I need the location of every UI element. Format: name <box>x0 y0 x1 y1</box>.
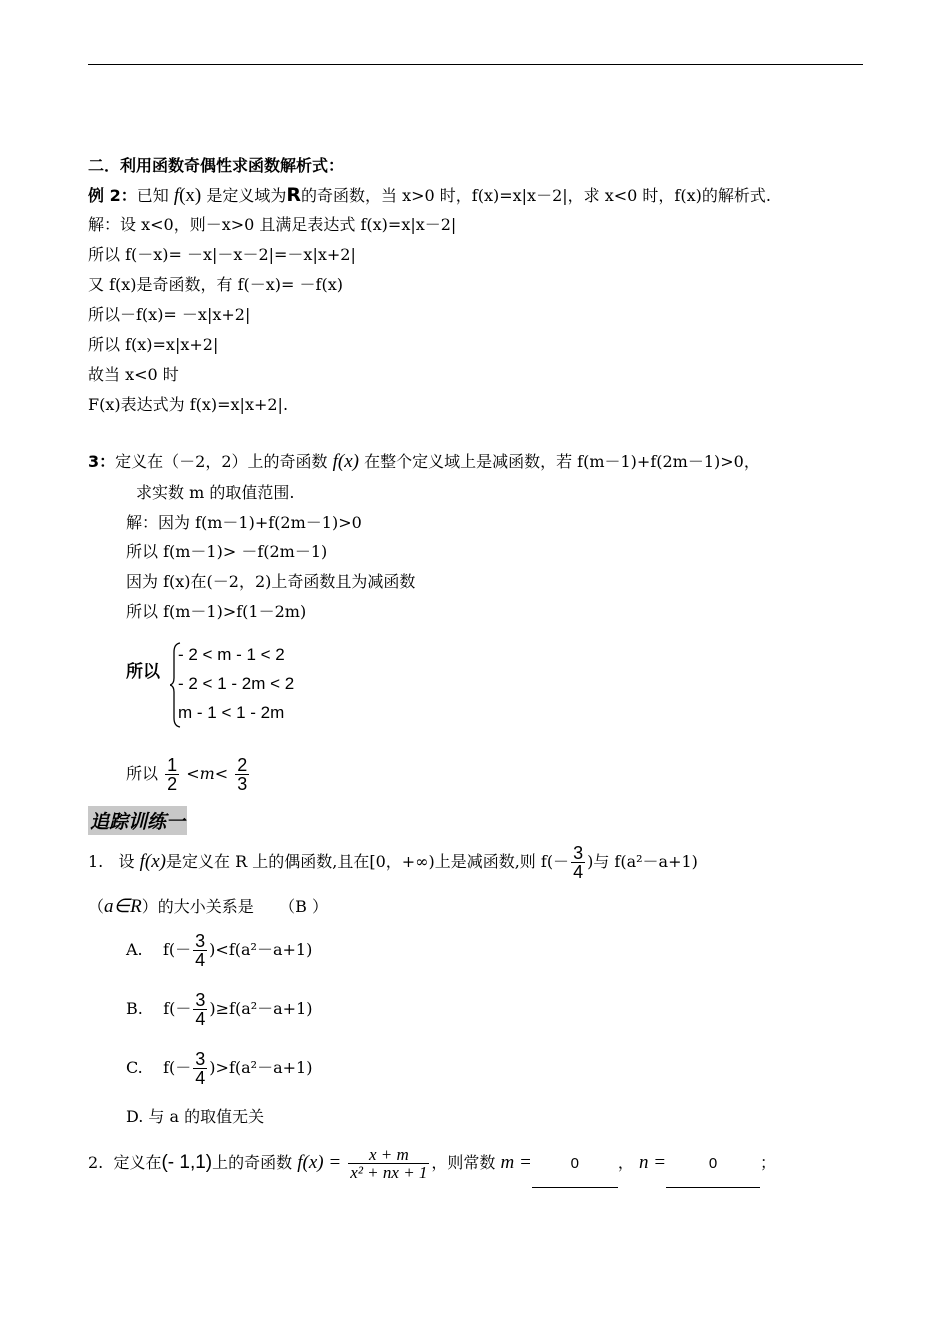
solution-line: 所以－f(x)= －x|x+2| <box>88 305 251 324</box>
problem-1: 1. 设 f(x)是定义在 R 上的偶函数,且在[0，+∞)上是减函数,则 f(－ $\frac{3}{4}$ )与 f(a²－a+1) <box>88 843 698 882</box>
solution-line: 所以 f(－x)= －x|－x－2|=－x|x+2| <box>88 245 356 264</box>
option-b: B. f(－ $\frac{3}{4}$ )≥f(a²－a+1) <box>126 990 313 1029</box>
option-a: A. f(－ $\frac{3}{4}$ )<f(a²－a+1) <box>126 931 313 970</box>
fraction: $\frac{2}{3}$ <box>237 755 248 794</box>
option-c: C. f(－ $\frac{3}{4}$ )>f(a²－a+1) <box>126 1049 313 1088</box>
answer: （B ） <box>279 897 328 916</box>
question3: 3：定义在（－2，2）上的奇函数 f(x) 在整个定义域上是减函数，若 f(m－1)+f(2m－1)>0， <box>88 451 760 472</box>
system-row-2: - 2 < 1 - 2m < 2 <box>178 674 295 693</box>
m-answer-blank[interactable]: 0 <box>532 1141 618 1188</box>
solution-line: 解：设 x<0，则－x>0 且满足表达式 f(x)=x|x－2| <box>88 215 457 234</box>
solution-line: F(x)表达式为 f(x)=x|x+2|. <box>88 395 289 414</box>
fraction: $\frac{1}{2}$ <box>167 755 178 794</box>
fraction: $\frac{3}{4}$ <box>195 990 206 1029</box>
fraction: $\frac{3}{4}$ <box>195 931 206 970</box>
header-rule <box>88 64 863 65</box>
solution-line: 所以 f(m－1)>f(1－2m) <box>126 602 307 621</box>
solution-line: 所以 f(x)=x|x+2| <box>88 335 219 354</box>
n-answer-blank[interactable]: 0 <box>666 1141 760 1188</box>
example-label: 例 2： <box>88 186 137 205</box>
option-d: D. 与 a 的取值无关 <box>126 1107 265 1126</box>
fraction: $\frac{3}{4}$ <box>573 843 584 882</box>
system-row-1: - 2 < m - 1 < 2 <box>178 645 285 664</box>
question-label: 3： <box>88 452 116 471</box>
fraction: $\frac{x + m}{\text{x² + nx + 1}}$ <box>350 1145 428 1182</box>
function-fx: f(x) <box>332 451 359 472</box>
solution-line: 故当 x<0 时 <box>88 365 179 384</box>
question3-cont: 求实数 m 的取值范围. <box>136 483 295 502</box>
tracking-title: 追踪训练一 <box>88 806 187 835</box>
function-f: f <box>173 185 180 206</box>
example2-problem: 例 2：已知 f(x) 是定义域为R的奇函数，当 x>0 时，f(x)=x|x－2|，求 x<0 时，f(x)的解析式. <box>88 184 771 206</box>
solution-line: 所以 f(m－1)> －f(2m－1) <box>126 542 328 561</box>
solution-line: 因为 f(x)在(－2，2)上奇函数且为减函数 <box>126 572 416 591</box>
set-R: R <box>286 184 302 206</box>
solution-line: 解：因为 f(m－1)+f(2m－1)>0 <box>126 513 362 532</box>
fraction: $\frac{3}{4}$ <box>195 1049 206 1088</box>
solution-line: 又 f(x)是奇函数，有 f(－x)= －f(x) <box>88 275 343 294</box>
section-title: 二．利用函数奇偶性求函数解析式： <box>88 156 345 175</box>
problem-2: 2. 定义在(- 1,1)上的奇函数 f(x) = $\frac{x + m}{\text{x² + nx + 1}}$ ，则常数 m = 0 ， n = 0 ； <box>88 1140 776 1188</box>
problem-1-cont: （a∈R）的大小关系是 （B ） <box>88 896 328 917</box>
result-line: 所以 $\frac{1}{2}$ <m< $\frac{2}{3}$ <box>126 755 248 794</box>
system-row-3: m - 1 < 1 - 2m <box>178 703 285 722</box>
system-label: 所以 <box>126 662 160 682</box>
